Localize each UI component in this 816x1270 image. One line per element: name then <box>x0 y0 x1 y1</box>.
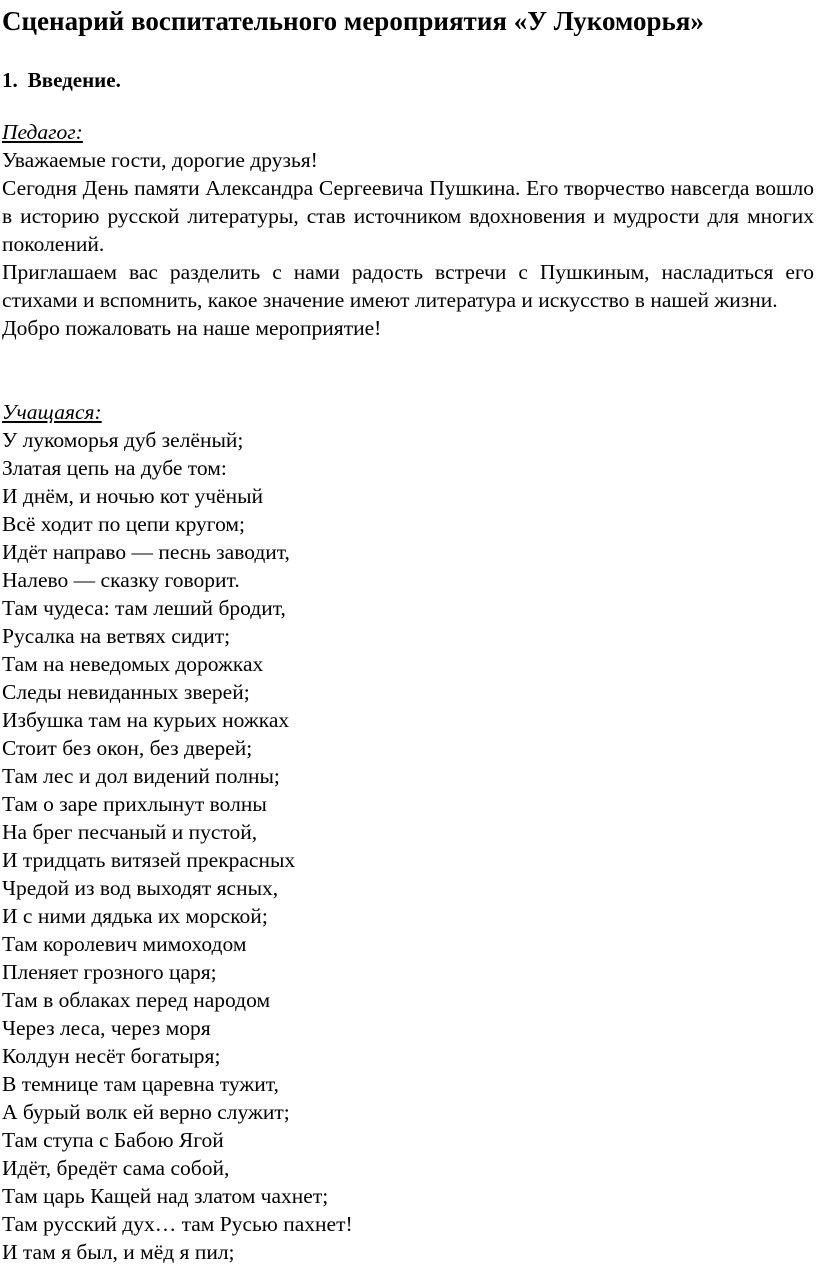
poem-line: Там о заре прихлынут волны <box>2 792 267 816</box>
student-block <box>2 398 814 1266</box>
poem-line: Там чудеса: там леший бродит, <box>2 596 286 620</box>
poem-line: В темнице там царевна тужит, <box>2 1072 279 1096</box>
teacher-paragraph: Добро пожаловать на наше мероприятие! <box>2 316 382 340</box>
poem-line: Следы невиданных зверей; <box>2 680 250 704</box>
section-label: Введение. <box>27 68 121 92</box>
section-number: 1. <box>2 68 18 92</box>
poem-line: А бурый волк ей верно служит; <box>2 1100 290 1124</box>
poem-line: Там русский дух… там Русью пахнет! <box>2 1212 353 1236</box>
poem-line: И там я был, и мёд я пил; <box>2 1240 235 1264</box>
teacher-paragraph: Сегодня День памяти Александра Сергеевича Пушкина. Его творчество навсегда вошло в историю русской литературы, став источником вдохновения и мудрости для многих поколений. <box>2 176 814 256</box>
speaker-student: Учащаяся: <box>2 400 102 424</box>
poem-line: Идёт направо — песнь заводит, <box>2 540 290 564</box>
poem-line: Налево — сказку говорит. <box>2 568 240 592</box>
document-title: Сценарий воспитательного мероприятия «У Лукоморья» <box>2 6 704 36</box>
poem-line: Там в облаках перед народом <box>2 988 271 1012</box>
poem-line: Избушка там на курьих ножках <box>2 708 290 732</box>
poem-line: Там лес и дол видений полны; <box>2 764 280 788</box>
poem-line: Колдун несёт богатыря; <box>2 1044 221 1068</box>
poem-line: Через леса, через моря <box>2 1016 211 1040</box>
poem-line: У лукоморья дуб зелёный; <box>2 428 244 452</box>
teacher-paragraph: Уважаемые гости, дорогие друзья! <box>2 148 318 172</box>
poem-line: Златая цепь на дубе том: <box>2 456 227 480</box>
poem-line: Всё ходит по цепи кругом; <box>2 512 246 536</box>
poem-line: Там на неведомых дорожках <box>2 652 264 676</box>
poem-line: Там царь Кащей над златом чахнет; <box>2 1184 329 1208</box>
section-heading <box>2 66 121 94</box>
teacher-block <box>2 118 814 342</box>
poem-line: Идёт, бредёт сама собой, <box>2 1156 230 1180</box>
poem-line: На брег песчаный и пустой, <box>2 820 258 844</box>
speaker-teacher: Педагог: <box>2 120 83 144</box>
poem-line: Там королевич мимоходом <box>2 932 247 956</box>
teacher-paragraph: Приглашаем вас разделить с нами радость встречи с Пушкиным, насладиться его стихами и вспомнить, какое значение имеют литература и искусство в нашей жизни. <box>2 260 814 312</box>
poem-line: И днём, и ночью кот учёный <box>2 484 264 508</box>
poem-verse <box>2 426 814 1266</box>
poem-line: И с ними дядька их морской; <box>2 904 268 928</box>
poem-line: Стоит без окон, без дверей; <box>2 736 253 760</box>
poem-line: Чредой из вод выходят ясных, <box>2 876 279 900</box>
poem-line: Там ступа с Бабою Ягой <box>2 1128 224 1152</box>
poem-line: Русалка на ветвях сидит; <box>2 624 231 648</box>
poem-line: Пленяет грозного царя; <box>2 960 217 984</box>
poem-line: И тридцать витязей прекрасных <box>2 848 296 872</box>
